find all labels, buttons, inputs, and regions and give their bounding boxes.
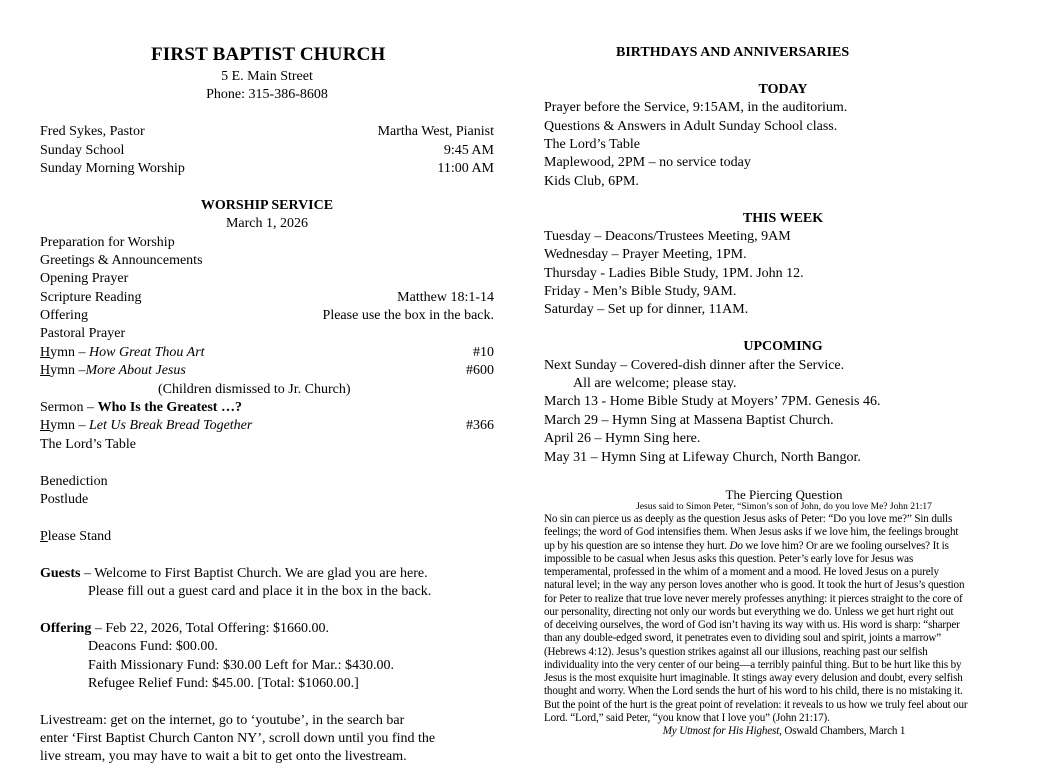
upcoming-item: May 31 – Hymn Sing at Lifeway Church, North Bangor. <box>544 449 861 465</box>
today-item: Maplewood, 2PM – no service today <box>544 155 751 171</box>
church-address: 5 E. Main Street <box>221 69 313 84</box>
devotional-verse: Jesus said to Simon Peter, “Simon’s son of John, do you love Me? John 21:17 <box>636 502 932 512</box>
upcoming-item: April 26 – Hymn Sing here. <box>544 431 701 447</box>
devotional-line: for Peter to realize that true love never merely professes anything: it pierces straight to the core of <box>544 592 963 605</box>
right-column <box>544 44 1022 467</box>
sunday-school-time: 9:45 AM <box>443 142 494 158</box>
please-stand-rest: lease Stand <box>47 528 112 544</box>
hymn-2-number: #600 <box>466 363 494 379</box>
hymn-3-prefix: ymn – <box>50 418 90 434</box>
this-week-item: Tuesday – Deacons/Trustees Meeting, 9AM <box>544 228 791 244</box>
hymn-1-number: #10 <box>473 344 494 360</box>
devotional-line: impossible to be casual when Jesus asks this question. Peter’s early love for Jesus was <box>544 552 914 565</box>
devotional-title: The Piercing Question <box>725 487 843 502</box>
worship-time-row <box>40 160 494 178</box>
order-hymn-2 <box>40 362 494 380</box>
devotional-line: natural level; in the way any person loves another who is good. It took the hurt of Jesus’s question <box>544 579 965 592</box>
refugee-relief-fund: Refugee Relief Fund: $45.00. [Total: $1060.00.] <box>88 675 359 691</box>
devotional <box>544 487 1024 738</box>
devotional-line: of deceiving ourselves, the word of God isn’t having its way with us. His word is sharp: “sharper <box>544 619 960 631</box>
this-week-item: Wednesday – Prayer Meeting, 1PM. <box>544 247 747 263</box>
sermon-label: Sermon – <box>40 400 98 416</box>
sunday-school-row <box>40 142 494 160</box>
this-week-item: Thursday - Ladies Bible Study, 1PM. John 12. <box>544 265 804 281</box>
hymn-1-prefix: ymn – <box>50 344 90 360</box>
order-preparation: Preparation for Worship <box>40 234 175 250</box>
upcoming-item: All are welcome; please stay. <box>573 376 737 392</box>
staff-row <box>40 123 494 141</box>
devotional-line: (Hebrews 4:12). Jesus’s question strikes against all our illusions, reaching past our selfish <box>544 645 928 658</box>
please-stand-initial: P <box>40 528 48 544</box>
today-item: Prayer before the Service, 9:15AM, in the auditorium. <box>544 100 848 116</box>
devotional-line: Lord. “Lord,” said Peter, “you know that I love you” (John 21:17). <box>544 711 830 724</box>
order-sermon <box>40 399 494 417</box>
devotional-line: Jesus is the most exquisite hurt imaginable. It stings away every delusion and doubt, every selfish <box>544 672 963 684</box>
order-postlude: Postlude <box>40 491 89 507</box>
scripture-label: Scripture Reading <box>40 289 142 305</box>
livestream-line-1: Livestream: get on the internet, go to ‘youtube’, in the search bar <box>40 712 405 728</box>
worship-date: March 1, 2026 <box>225 216 309 232</box>
devotional-line: our personality, directing not only our words but everything we do. Unless we get hurt right out <box>544 605 954 618</box>
devotional-line: individuality into the very center of our being—a terribly painful thing. But to be hurt like this by <box>544 658 962 671</box>
hymn-3-title: Let Us Break Bread Together <box>89 418 253 434</box>
sunday-school-label: Sunday School <box>40 142 125 158</box>
pianist: Martha West, Pianist <box>377 124 494 140</box>
birthdays-heading: BIRTHDAYS AND ANNIVERSARIES <box>616 45 850 60</box>
order-hymn-1 <box>40 344 494 362</box>
upcoming-heading: UPCOMING <box>743 339 823 355</box>
guests-welcome: – Welcome to First Baptist Church. We are glad you are here. <box>80 565 428 581</box>
hymn-2-title: More About Jesus <box>85 363 186 379</box>
devotional-line: thought and worry. When the Lord sends the hurt of his word to his child, there is no mistaking it. <box>544 685 963 698</box>
hymn-1-initial: H <box>40 344 51 360</box>
order-lords-table: The Lord’s Table <box>40 436 136 452</box>
guests-label: Guests <box>40 565 81 581</box>
offering-label: Offering <box>40 308 88 324</box>
church-name: FIRST BAPTIST CHURCH <box>151 44 386 65</box>
devotional-line: No sin can pierce us as deeply as the question Jesus asks of Peter: “Do you love me?” Sin dulls <box>544 513 953 525</box>
order-hymn-3 <box>40 417 494 435</box>
order-offering <box>40 307 494 325</box>
order-scripture <box>40 289 494 307</box>
sermon-title: Who Is the Greatest …? <box>97 400 242 416</box>
livestream-line-2: enter ‘First Baptist Church Canton NY’, scroll down until you find the <box>40 731 436 747</box>
worship-heading: WORSHIP SERVICE <box>200 197 334 213</box>
offering-report-line-1 <box>40 620 494 638</box>
order-opening-prayer: Opening Prayer <box>40 271 129 287</box>
today-item: Questions & Answers in Adult Sunday School class. <box>544 118 838 134</box>
order-benediction: Benediction <box>40 473 108 489</box>
guests-line-2: Please fill out a guest card and place it in the box in the back. <box>88 583 432 599</box>
this-week-heading: THIS WEEK <box>742 210 824 226</box>
this-week-item: Friday - Men’s Bible Study, 9AM. <box>544 284 737 300</box>
deacons-fund: Deacons Fund: $00.00. <box>88 639 218 655</box>
livestream-line-3: live stream, you may have to wait a bit to get onto the livestream. <box>40 749 407 765</box>
today-heading: TODAY <box>758 81 808 97</box>
guests-line-1 <box>40 565 494 583</box>
devotional-body <box>544 513 1024 738</box>
upcoming-item: Next Sunday – Covered-dish dinner after the Service. <box>544 357 845 373</box>
devotional-line: feelings; the word of God intensifies them. When Jesus asks if we love him, the feelings brought <box>544 526 959 539</box>
upcoming-item: March 29 – Hymn Sing at Massena Baptist Church. <box>544 412 834 428</box>
please-stand <box>40 528 494 546</box>
today-item: The Lord’s Table <box>544 136 640 152</box>
devotional-line: But the point of the hurt is the great point of revelation: it reveals to us how we truly feel about our <box>544 698 968 711</box>
worship-label: Sunday Morning Worship <box>40 160 185 176</box>
order-pastoral-prayer: Pastoral Prayer <box>40 326 126 342</box>
today-item: Kids Club, 6PM. <box>544 173 639 189</box>
hymn-2-prefix: ymn – <box>50 363 86 379</box>
hymn-1-title: How Great Thou Art <box>89 344 205 360</box>
children-note: (Children dismissed to Jr. Church) <box>158 381 351 397</box>
scripture-ref: Matthew 18:1-14 <box>397 289 494 305</box>
offering-report-label: Offering <box>40 620 92 636</box>
order-greetings: Greetings & Announcements <box>40 252 203 268</box>
church-phone: Phone: 315-386-8608 <box>206 87 328 103</box>
hymn-3-initial: H <box>40 418 51 434</box>
left-column <box>40 68 494 767</box>
hymn-3-number: #366 <box>466 418 494 434</box>
upcoming-item: March 13 - Home Bible Study at Moyers’ 7PM. Genesis 46. <box>544 394 881 410</box>
worship-time: 11:00 AM <box>437 160 494 176</box>
offering-total: – Feb 22, 2026, Total Offering: $1660.00. <box>91 620 329 636</box>
devotional-attribution: My Utmost for His Highest, Oswald Chambers, March 1 <box>662 725 906 737</box>
devotional-line: temperamental, professed in the whim of a moment and a mood. He loved Jesus on a purely <box>544 566 939 578</box>
faith-missionary-fund: Faith Missionary Fund: $30.00 Left for Mar.: $430.00. <box>88 657 395 673</box>
pastor: Fred Sykes, Pastor <box>40 124 145 140</box>
devotional-line: up by his question are so intense they hurt. Do we love him? Or are we fooling ourselves? It is <box>544 539 949 552</box>
devotional-line: than any double-edged sword, it penetrates even to dividing soul and spirit, joints a marrow” <box>544 632 942 645</box>
offering-note: Please use the box in the back. <box>322 308 494 324</box>
this-week-item: Saturday – Set up for dinner, 11AM. <box>544 302 749 318</box>
hymn-2-initial: H <box>40 363 51 379</box>
